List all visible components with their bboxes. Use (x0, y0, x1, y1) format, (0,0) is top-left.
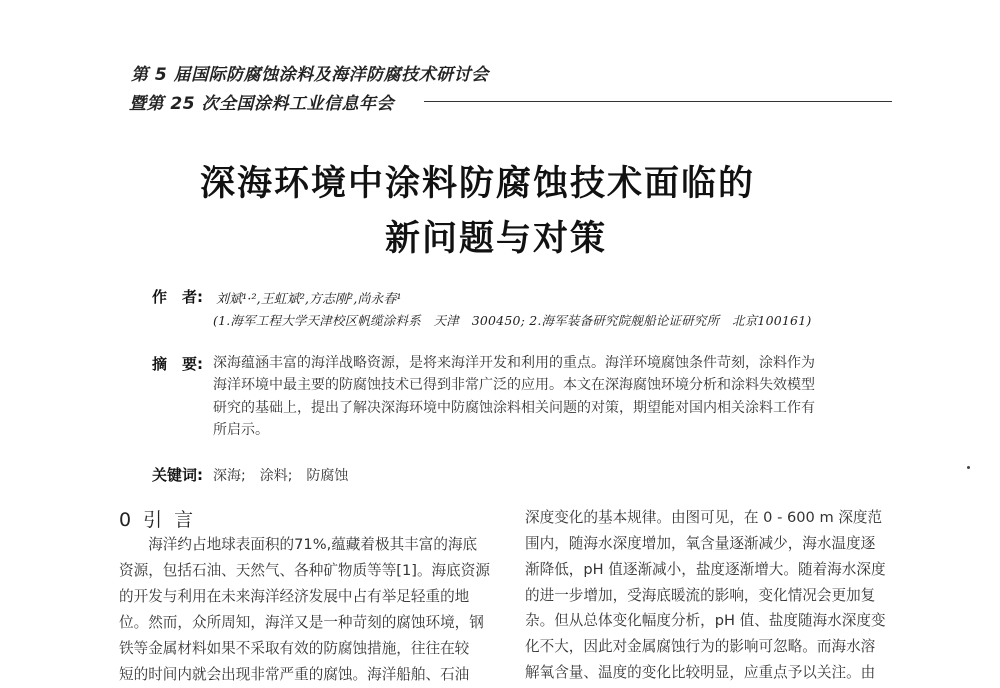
right-column-line: 渐降低，pH 值逐渐减小，盐度逐渐增大。随着海水深度 (525, 561, 886, 578)
keywords: 深海; 涂料; 防腐蚀 (213, 468, 349, 484)
abstract-label: 摘 要: (152, 355, 203, 373)
authors: 刘斌¹·²,王虹斌²,方志刚²,尚永春¹ (216, 292, 402, 307)
affiliations: (1.海军工程大学天津校区帆缆涂料系 天津 300450; 2.海军装备研究院舰船论证研究所 北京100161) (213, 313, 812, 328)
conference-line-2: 暨第 25 次全国涂料工业信息年会 (129, 94, 394, 114)
right-column-line: 的进一步增加，受海底暖流的影响，变化情况会更加复 (525, 587, 876, 604)
abstract-line: 深海蕴涵丰富的海洋战略资源，是将来海洋开发和利用的重点。海洋环境腐蚀条件苛刻，涂料作为 (213, 355, 815, 371)
left-column-line: 资源，包括石油、天然气、各种矿物质等等[1]。海底资源 (119, 562, 490, 579)
left-column-line: 海洋约占地球表面积的71%,蕴藏着极其丰富的海底 (119, 536, 478, 553)
title-line-2: 新问题与对策 (385, 219, 608, 259)
abstract-line: 研究的基础上，提出了解决深海环境中防腐蚀涂料相关问题的对策，期望能对国内相关涂料工作有 (213, 400, 815, 416)
authors-label: 作 者: (152, 288, 203, 306)
section-heading: 0 引 言 (119, 509, 197, 531)
right-column-line: 杂。但从总体变化幅度分析，pH 值、盐度随海水深度变 (525, 612, 886, 629)
abstract-line: 所启示。 (213, 422, 269, 438)
title-line-1: 深海环境中涂料防腐蚀技术面临的 (200, 164, 756, 204)
left-column-line: 位。然而，众所周知，海洋又是一种苛刻的腐蚀环境，钢 (119, 614, 484, 631)
abstract-line: 海洋环境中最主要的防腐蚀技术已得到非常广泛的应用。本文在深海腐蚀环境分析和涂料失效模型 (213, 377, 815, 393)
scan-speck (967, 466, 970, 469)
left-column-line: 短的时间内就会出现非常严重的腐蚀。海洋船舶、石油 (119, 666, 470, 683)
right-column-line: 深度变化的基本规律。由图可见，在 0 - 600 m 深度范 (525, 509, 883, 526)
left-column-line: 的开发与利用在未来海洋经济发展中占有举足轻重的地 (119, 588, 470, 605)
right-column-line: 解氧含量、温度的变化比较明显，应重点予以关注。由 (525, 664, 876, 681)
left-column-line: 铁等金属材料如果不采取有效的防腐蚀措施，往往在较 (119, 640, 470, 657)
header-rule (424, 101, 892, 102)
right-column-line: 化不大，因此对金属腐蚀行为的影响可忽略。而海水溶 (525, 638, 876, 655)
conference-line-1: 第 5 届国际防腐蚀涂料及海洋防腐技术研讨会 (131, 65, 489, 85)
right-column-line: 围内，随海水深度增加，氧含量逐渐减少，海水温度逐 (525, 535, 876, 552)
keywords-label: 关键词: (152, 466, 203, 484)
